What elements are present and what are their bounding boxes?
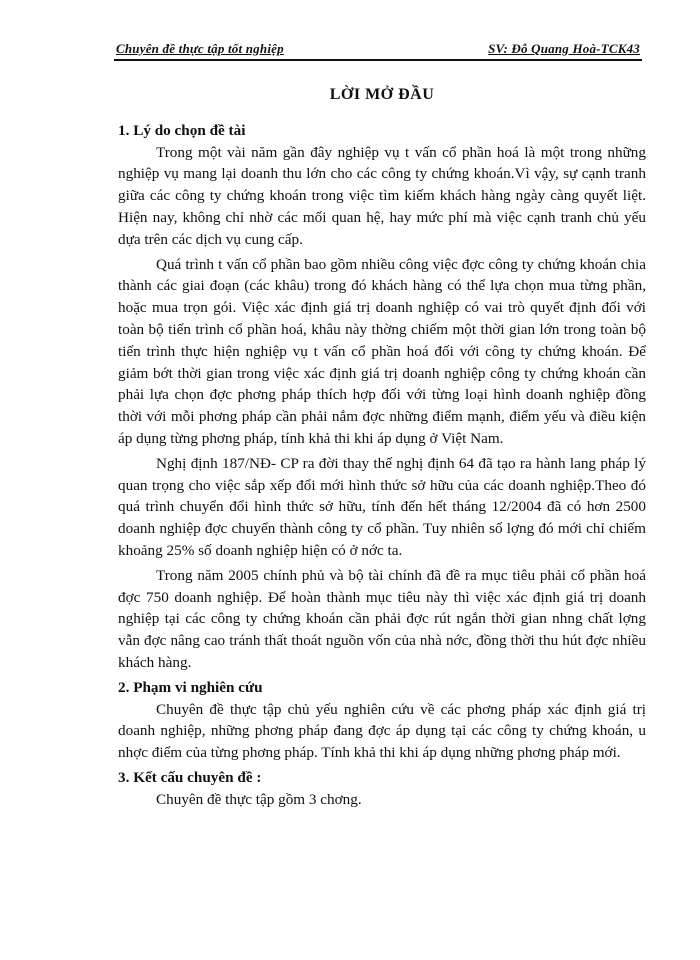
header-author: SV: Đỗ Quang Hoà-TCK43 — [488, 41, 640, 56]
document-title: LỜI MỞ ĐẦU — [329, 86, 435, 103]
page-header — [114, 37, 642, 61]
section-heading: 3. Kết cấu chuyên đề : — [118, 768, 262, 786]
header-document-type: Chuyên đề thực tập tốt nghiệp — [116, 41, 284, 56]
paragraph: Chuyên đề thực tập chủ yếu nghiên cứu về các phơng pháp xác định giá trị doanh nghiệp, những phơng pháp đang đợc áp dụng tại các công ty chứng khoán, u nhợc điểm của từng phơng pháp. Tính khả thi khi áp dụng những phơng pháp mới. — [118, 700, 646, 762]
paragraph: Nghị định 187/NĐ- CP ra đời thay thế nghị định 64 đã tạo ra hành lang pháp lý quan trọng cho việc sắp xếp đổi mới hình thức sở hữu của các doanh nghiệp.Theo đó quá trình chuyển đổi hình thức sở hữu, tính đến hết tháng 12/2004 đã có hơn 2500 doanh nghiệp đợc chuyển thành công ty cổ phần. Tuy nhiên số lợng đó mới chỉ chiếm khoảng 25% số doanh nghiệp hiện có ở nớc ta. — [118, 454, 646, 559]
paragraph: Chuyên đề thực tập gồm 3 chơng. — [156, 790, 362, 808]
section-heading: 1. Lý do chọn đề tài — [118, 121, 246, 139]
section-heading: 2. Phạm vi nghiên cứu — [118, 678, 263, 696]
paragraph: Trong một vài năm gần đây nghiệp vụ t vấn cổ phần hoá là một trong những nghiệp vụ mang lại doanh thu lớn cho các công ty chứng khoán.Vì vậy, sự cạnh tranh giữa các công ty chứng khoán trong việc tìm kiếm khách hàng ngày càng quyết liệt. Hiện nay, không chỉ nhờ các mối quan hệ, hay mức phí mà việc cạnh tranh chủ yếu dựa trên các dịch vụ cung cấp. — [118, 143, 646, 248]
paragraph: Quá trình t vấn cổ phần bao gồm nhiều công việc đợc công ty chứng khoán chia thành các giai đoạn (các khâu) trong đó khách hàng có thể lựa chọn mua từng phần, hoặc mua trọn gói. Việc xác định giá trị doanh nghiệp có vai trò quyết định đối với toàn bộ tiến trình cổ phần hoá, khâu này thờng chiếm một thời gian lớn trong toàn bộ tiến trình thực hiện nghiệp vụ t vấn cổ phần hoá đối với công ty chứng khoán. Để giảm bớt thời gian trong việc xác định giá trị doanh nghiệp công ty chứng khoán cần phải lựa chọn đợc phơng pháp thích hợp đối với từng loại hình doanh nghiệp đồng thời với mỗi phơng pháp cần phải nắm đợc những điểm mạnh, điểm yếu và điều kiện áp dụng từng phơng pháp, tính khả thi khi áp dụng ở Việt Nam. — [118, 255, 646, 447]
document-body — [118, 84, 646, 811]
paragraph: Trong năm 2005 chính phủ và bộ tài chính đã đề ra mục tiêu phải cổ phần hoá đợc 750 doanh nghiệp. Để hoàn thành mục tiêu này thì việc xác định giá trị doanh nghiệp tại các công ty chứng khoán cần phải đợc rút ngắn thời gian nhng chất lợng vẫn đợc nâng cao tránh thất thoát nguồn vốn của nhà nớc, đồng thời thu hút đợc nhiều khách hàng. — [118, 566, 646, 671]
